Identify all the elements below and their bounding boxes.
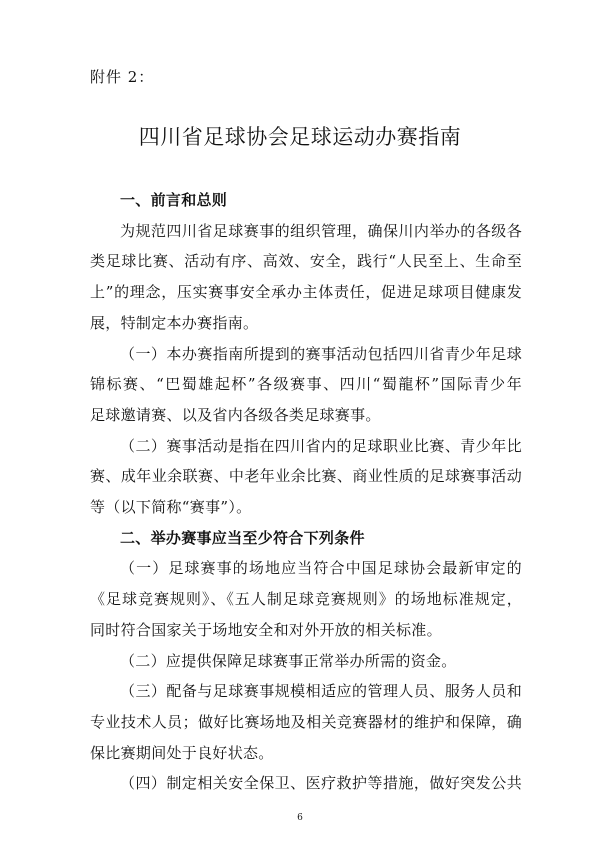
document-title: 四川省足球协会足球运动办赛指南	[138, 125, 462, 149]
paragraph-funding	[90, 646, 522, 677]
paragraph-safety	[90, 768, 522, 799]
paragraph-scope	[90, 339, 522, 431]
section-heading-conditions: 二、举办赛事应当至少符合下列条件	[120, 528, 365, 547]
paragraph-definition	[90, 431, 522, 523]
paragraph-line: 等（以下简称“赛事”）。	[90, 498, 252, 517]
paragraph-staffing	[90, 676, 522, 768]
document-body	[90, 185, 522, 799]
paragraph-line: （二）应提供保障足球赛事正常举办所需的资金。	[120, 651, 457, 670]
paragraph-line: （四）制定相关安全保卫、医疗救护等措施，做好突发公共	[120, 774, 522, 793]
paragraph-line: 展，特制定本办赛指南。	[90, 313, 259, 332]
section-heading-preface: 一、前言和总则	[120, 191, 228, 209]
paragraph-line: 保比赛期间处于良好状态。	[90, 743, 274, 762]
paragraph-line: 同时符合国家关于场地安全和对外开放的相关标准。	[90, 620, 442, 639]
paragraph-line: 足球邀请赛、以及省内各级各类足球赛事。	[90, 405, 381, 424]
paragraph-purpose	[90, 216, 522, 339]
attachment-label: 附件 2：	[90, 68, 155, 86]
paragraph-line: 《足球竞赛规则》、《五人制足球竞赛规则》的场地标准规定，	[90, 590, 522, 609]
paragraph-line: 类足球比赛、活动有序、高效、安全，践行“人民至上、生命至	[90, 252, 522, 271]
paragraph-line: （一）本办赛指南所提到的赛事活动包括四川省青少年足球	[120, 344, 522, 363]
paragraph-line: 专业技术人员；做好比赛场地及相关竞赛器材的维护和保障，确	[90, 712, 522, 731]
paragraph-line: 锦标赛、“巴蜀雄起杯”各级赛事、四川“蜀龍杯”国际青少年	[90, 375, 522, 394]
paragraph-line: 赛、成年业余联赛、中老年业余比赛、商业性质的足球赛事活动	[90, 467, 522, 486]
page-number: 6	[297, 813, 303, 823]
paragraph-line: 上”的理念，压实赛事安全承办主体责任，促进足球项目健康发	[90, 283, 522, 302]
paragraph-line: （二）赛事活动是指在四川省内的足球职业比赛、青少年比	[120, 436, 522, 455]
paragraph-line: 为规范四川省足球赛事的组织管理，确保川内举办的各级各	[120, 221, 522, 240]
paragraph-line: （三）配备与足球赛事规模相适应的管理人员、服务人员和	[120, 682, 522, 701]
paragraph-line: （一）足球赛事的场地应当符合中国足球协会最新审定的	[120, 559, 522, 578]
paragraph-venue	[90, 553, 522, 645]
